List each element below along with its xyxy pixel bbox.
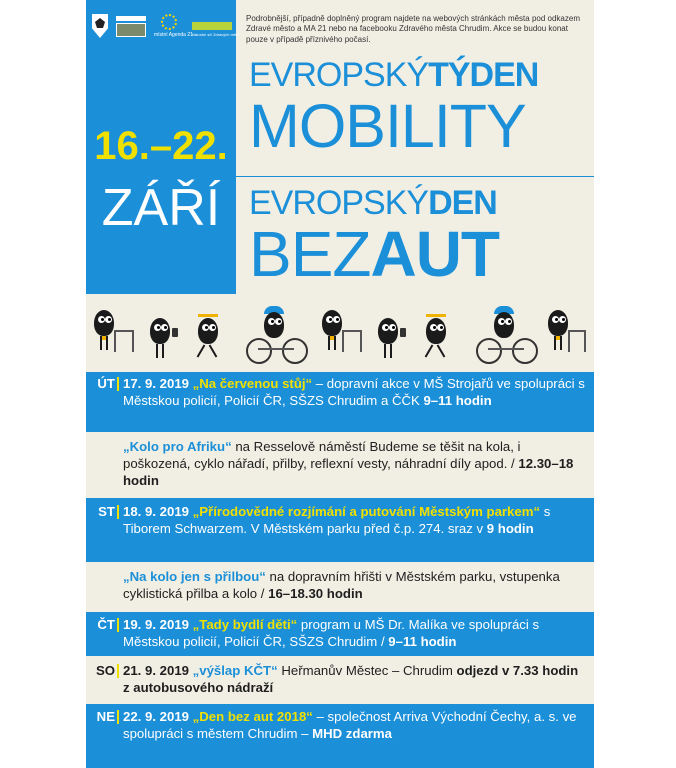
character-phone-icon — [378, 314, 418, 366]
event-day: ČT — [97, 617, 115, 632]
event-content: „Na kolo jen s přilbou“ na dopravním hřišti v Městském parku, vstupenka cyklistická přilba a kolo / 16–18.30 hodin — [123, 569, 560, 601]
chrudim-city-logo — [116, 14, 146, 38]
event-content: 21. 9. 2019 „výšlap KČT“ Heřmanův Městec – Chrudim odjezd v 7.33 hodin z autobusového nádraží — [123, 663, 579, 695]
character-walker-icon — [94, 306, 134, 366]
ma21-logo: místní Agenda 21 — [154, 14, 184, 38]
divider — [86, 176, 594, 177]
event-day: NE — [96, 709, 115, 724]
poster — [86, 0, 594, 768]
title-line-2: MOBILITY — [249, 92, 526, 160]
event-divider — [117, 377, 119, 391]
healthy-city-logo: Národní síť Zdravých měst — [192, 14, 232, 38]
event-block-sunday — [86, 704, 594, 768]
characters-illustration — [86, 300, 594, 372]
chrudim-crest-logo — [92, 14, 108, 38]
title-line-3: EVROPSKÝDEN — [249, 184, 497, 222]
event-divider — [117, 505, 119, 519]
character-cyclist-icon — [476, 306, 540, 366]
event-block-saturday — [86, 656, 594, 704]
event-day: SO — [95, 663, 115, 678]
logo-row — [92, 14, 240, 42]
character-walker-icon — [322, 306, 362, 366]
event-block-kolo-pro-afriku — [86, 432, 594, 498]
character-phone-icon — [150, 314, 190, 366]
event-day: ST — [98, 504, 115, 519]
year: 2019 — [109, 241, 213, 293]
title-line-4: BEZAUT — [249, 218, 499, 290]
event-divider — [117, 710, 119, 724]
event-content: 18. 9. 2019 „Přírodovědné rozjímání a putování Městským parkem“ s Tiborem Schwarzem. V Městském parku před č.p. 274. sraz v 9 hodin — [123, 504, 551, 536]
event-block-na-kolo-jen-s-prilbou — [86, 562, 594, 612]
title-line-1: EVROPSKÝTÝDEN — [249, 56, 539, 94]
event-content: 19. 9. 2019 „Tady bydlí děti“ program u MŠ Dr. Malíka ve spolupráci s Městskou policií, Policií ČR, SŠZS Chrudim / 9–11 hodin — [123, 617, 540, 649]
event-content: 22. 9. 2019 „Den bez aut 2018“ – společnost Arriva Východní Čechy, a. s. ve spolupráci s městem Chrudim – MHD zdarma — [123, 709, 577, 741]
event-content: 17. 9. 2019 „Na červenou stůj“ – dopravní akce v MŠ Strojařů ve spolupráci s Městskou policií, Policií ČR, SŠZS Chrudim a ČČK 9–11 hodin — [123, 376, 585, 408]
event-block-tuesday — [86, 372, 594, 432]
event-day: ÚT — [97, 376, 115, 391]
event-content: „Kolo pro Afriku“ na Resselově náměstí Budeme se těšit na kola, i poškozená, cyklo nářadí, přilby, reflexní vesty, náhradní díly apod. / 12.30–18 hodin — [123, 439, 574, 488]
info-text: Podrobnější, případně doplněný program najdete na webových stránkách města pod odkazem Zdravé město a MA 21 nebo na facebooku Zdravého města Chrudim. Akce se budou konat pouze v případě příznivého počasí. — [246, 14, 580, 44]
blue-column — [86, 0, 240, 294]
character-runner-icon — [198, 314, 238, 366]
event-divider — [117, 618, 119, 632]
month: ZÁŘÍ — [101, 179, 221, 237]
date-range: 16.–22. — [94, 124, 228, 168]
character-cyclist-icon — [246, 306, 310, 366]
event-block-thursday — [86, 612, 594, 656]
event-block-wednesday — [86, 498, 594, 562]
event-divider — [117, 664, 119, 678]
character-runner-icon — [426, 314, 466, 366]
character-walker-icon — [548, 306, 588, 366]
